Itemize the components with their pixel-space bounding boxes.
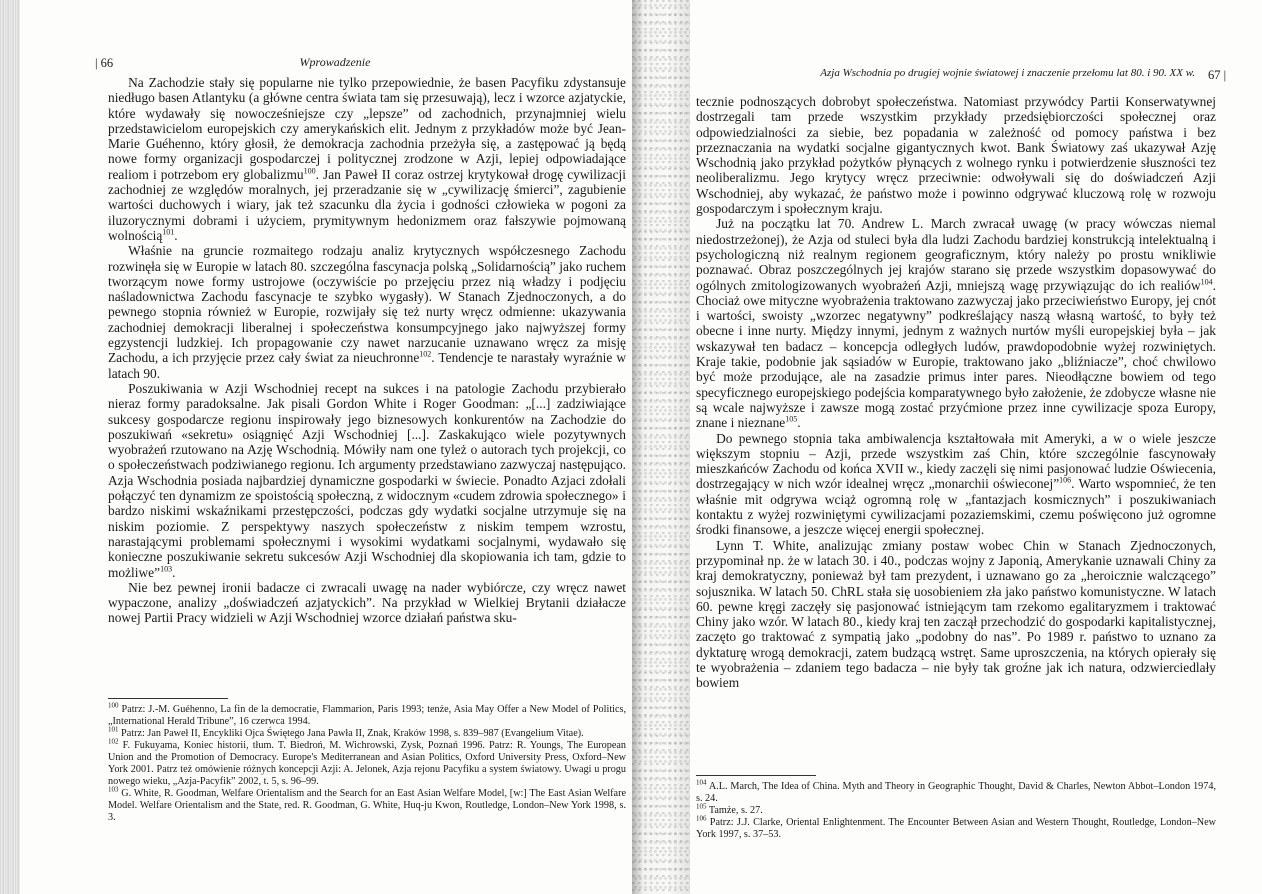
right-page xyxy=(640,0,1262,894)
paragraph: Na Zachodzie stały się popularne nie tylko przepowiednie, że basen Pacyfiku zdystansuje niedługo basen Atlantyku (a główne centra świata tam się przesuwają), lecz i wzorce azjatyckie, które wydawały się nowocześniejsze czy „lepsze” od zachodnich, przynajmniej wielu przedstawicielom europejskich czy amerykańskich elit. Jednym z przykładów może być Jean-Marie Guéhenno, który głosił, że demokracja zachodnia przeżyła się, a zastępować ją będą nowe formy organizacji gospodarczej i politycznej zrodzone w Azji, lepiej odpowiadające realiom i potrzebom ery globalizmu$^{100}$. Jan Paweł II coraz ostrzej krytykował drogę cywilizacji zachodniej ze względów moralnych, jej przeradzanie się w „cywilizację śmierci”, zagubienie wartości duchowych i wiary, jak też szacunku dla życia i godności człowieka w pogoni za iluzorycznymi dobrami i użyciem, prymitywnym hedonizmem oraz fałszywie pojmowaną wolnością$^{101}$. xyxy=(108,75,626,243)
footnote: $^{106}$ Patrz: J.J. Clarke, Oriental Enlightenment. The Encounter Between Asian and Western Thought, Routledge, London–New York 1997, s. 37–53. xyxy=(696,815,1217,841)
footnote: $^{102}$ F. Fukuyama, Koniec historii, tłum. T. Biedroń, M. Wichrowski, Zysk, Poznań 1996. Patrz: R. Youngs, The European Union and the Promotion of Democracy. Europe's Mediterranean and Asian Politics, Oxford University Press, Oxford–New York 2001. Patrz też omówienie różnych koncepcji Azji: A. Jelonek, Azja rejonu Pacyfiku a system światowy. Uwagi u progu nowego wieku, „Azja-Pacyfik” 2002, t. 5, s. 96–99. xyxy=(108,738,627,787)
footnotes xyxy=(696,778,1217,841)
running-head: Azja Wschodnia po drugiej wojnie światowej i znaczenie przełomu lat 80. i 90. XX w. xyxy=(820,67,1195,79)
paragraph: Do pewnego stopnia taka ambiwalencja kształtowała mit Ameryki, a w o wiele jeszcze większym stopniu – Azji, przede wszystkim zaś Chin, które szczególnie fascynowały mieszkańców Zachodu od końca XVII w., kiedy zaczęli się nimi pasjonować ludzie Oświecenia, dostrzegający w nich wzór idealnej wręcz „monarchii oświeconej”$^{106}$. Warto wspomnieć, że ten właśnie mit odgrywa wciąż ogromną rolę w „fantazjach kosmicznych” i poszukiwaniach kontaktu z wyżej rozwiniętymi cywilizacjami pozaziemskimi, czemu poświęcono już ogromne środki finansowe, a jeszcze więcej energii społecznej. xyxy=(696,430,1216,538)
footnote-rule xyxy=(696,775,816,776)
page-number: 67 | xyxy=(1208,68,1227,82)
footnote: $^{103}$ G. White, R. Goodman, Welfare Orientalism and the Search for an East Asian Welfare Model, [w:] The East Asian Welfare Model. Welfare Orientalism and the State, red. R. Goodman, G. White, Huq-ju Kwon, Routledge, London–New York 1998, s. 3. xyxy=(108,785,626,823)
running-head: Wprowadzenie xyxy=(299,55,371,69)
paragraph: Właśnie na gruncie rozmaitego rodzaju analiz krytycznych współczesnego Zachodu rozwinęła się w Europie w latach 80. szczególna fascynacja polską „Solidarnością” jako ruchem tworzącym nowe formy ustrojowe (oczywiście po przejęciu przez nią władzy i podjęciu naśladownictwa Zachodu fascynacje te szybko wygasły). W Stanach Zjednoczonych, a do pewnego stopnia również w Europie, rozwijały się też nurty wręcz odmienne: ukazywania zachodniej demokracji liberalnej i społeczeństwa konsumpcyjnego jako najwyższej formy egzystencji ludzkiej. Ich propagowanie czy nawet narzucanie uznawano wręcz za misję Zachodu, a ich przyjęcie przez cały świat za nieuchronne$^{102}$. Tendencje te narastały wyraźnie w latach 90. xyxy=(108,243,627,381)
footnotes xyxy=(108,701,627,824)
paragraph: Nie bez pewnej ironii badacze ci zwracali uwagę na nader wybiórcze, czy wręcz nawet wypaczone, analizy „doświadczeń azjatyckich”. Na przykład w Wielkiej Brytanii działacze nowej Partii Pracy widzieli w Azji Wschodniej wzorce działań państwa sku- xyxy=(108,579,626,626)
book-spine-shadow xyxy=(632,0,690,894)
paragraph: tecznie podnoszących dobrobyt społeczeństwa. Natomiast przywódcy Partii Konserwatywnej dostrzegali tam przede wszystkim przykłady przedsiębiorczości społecznej oraz odpowiedzialności za siebie, bez popadania w zależność od pomocy państwa i bez przeznaczania na wydatki socjalne gigantycznych kwot. Bank Światowy zaś ukazywał Azję Wschodnią jako przykład pożytków płynących z wolnego rynku i potwierdzenie słuszności tez neoliberalizmu. Jego krytycy wręcz przeciwnie: odwoływali się do doświadczeń Azji Wschodniej, aby wykazać, że państwo może i powinno odgrywać kluczową rolę w rozwoju gospodarczym i społecznym kraju. xyxy=(696,94,1216,217)
footnote: $^{104}$ A.L. March, The Idea of China. Myth and Theory in Geographic Thought, David & Charles, Newton Abbot–London 1974, s. 24. xyxy=(696,778,1216,804)
paragraph: Już na początku lat 70. Andrew L. March zwracał uwagę (w pracy wówczas niemal niedostrzeżonej), że Azja od stuleci była dla ludzi Zachodu bardziej konstrukcją intelektualną i psychologiczną niż realnym regionem geograficznym, który należy po prostu wnikliwie poznawać. Obraz poszczególnych jej krajów starano się przede wszystkim dopasowywać do ogólnych zmitologizowanych wyobrażeń Azji, mniejszą wagę przywiązując do ich realiów$^{104}$. Chociaż owe mityczne wyobrażenia traktowano zazwyczaj jako przeciwieństwo Europy, jej cnót i wartości, swoisty „wzorzec negatywny” podkreślający naszą własną wartość, to były też obecne i inne nurty. Między innymi, jednym z ważnych nurtów myśli europejskiej była – jak wskazywał ten badacz – koncepcja odległych ludów, prawdopodobnie wyżej rozwiniętych. Kraje takie, podobnie jak sąsiadów w Europie, traktowano jako „bliźniacze”, choć chwilowo być może przodujące, ale na zasadzie primus inter pares. Nieodłączne bowiem od tego specyficznego europejskiego podejścia komparatywnego było założenie, że zdobycze własne nie są wcale najwyższe i zawsze mogą zostać przyćmione przez inne cywilizacje spoza Europy, znane i nieznane$^{105}$. xyxy=(696,216,1216,431)
body-text xyxy=(108,75,626,626)
scan-edge-shadow xyxy=(0,0,20,894)
body-text xyxy=(696,94,1216,691)
footnote: $^{105}$ Tamże, s. 27. xyxy=(696,802,763,817)
paragraph: Lynn T. White, analizując zmiany postaw wobec Chin w Stanach Zjednoczonych, przypominał np. że w latach 30. i 40., podczas wojny z Japonią, Amerykanie uznawali Chiny za kraj demokratyczny, ponieważ był tam prezydent, i uznawano go za „heroicznie walczącego” sojusznika. W latach 50. ChRL stała się uosobieniem zła jako państwo komunistyczne. W latach 60. pewne kręgi zaczęły się pasjonować istniejącym tam rzekomo egalitaryzmem i traktować Chiny jako wzór. W latach 80., kiedy kraj ten zaczął przechodzić do gospodarki kapitalistycznej, zaczęto go traktować z sympatią jako „podobny do nas”. Po 1989 r. państwo to uznano za dyktaturę wrogą demokracji, zatem budzącą wstręt. Same uproszczenia, na których opierały się te wyobrażenia – zdaniem tego badacza – nie były tak groźne jak ich natura, odzwierciedlały bowiem xyxy=(696,537,1216,691)
footnote: $^{101}$ Patrz: Jan Paweł II, Encykliki Ojca Świętego Jana Pawła II, Znak, Kraków 1998, s. 839–987 (Evangelium Vitae). xyxy=(108,725,584,740)
page-number: | 66 xyxy=(95,56,114,70)
footnote: $^{100}$ Patrz: J.-M. Guéhenno, La fin de la democratie, Flammarion, Paris 1993; tenże, Asia May Offer a New Model of Politics, „International Herald Tribune”, 16 czerwca 1994. xyxy=(108,701,627,727)
footnote-rule xyxy=(108,698,228,699)
paragraph: Poszukiwania w Azji Wschodniej recept na sukces i na patologie Zachodu przybierało nieraz formy paradoksalne. Jak pisali Gordon White i Roger Goodman: „[...] zadziwiające sukcesy gospodarcze regionu inspirowały jego biznesowych konkurentów na Zachodzie do poszukiwań «sekretu» osiągnięć Azji Wschodniej [...]. Zaskakująco wiele pozytywnych wyobrażeń rzutowano na Azję Wschodnią. Mówiły nam one tyleż o autorach tych projekcji, co o społeczeństwach podziwianego regionu. Ich argumenty przedstawiano zazwyczaj następująco. Azja Wschodnia posiada najbardziej dynamiczne gospodarki w świecie. Ponadto Azjaci zdołali połączyć ten dynamizm ze spoistością społeczną, z widocznym «cudem zdrowia społecznego» i bardzo niskimi wskaźnikami przestępczości, podczas gdy wydatki socjalne utrzymuje się na niskim poziomie. Z perspektywy naszych społeczeństw z niskim tempem wzrostu, narastającymi problemami społecznymi i wysokimi wydatkami socjalnymi, wydawało się konieczne poszukiwanie sekretu sukcesów Azji Wschodniej dla skopiowania ich tam, gdzie to możliwe”$^{103}$. xyxy=(108,380,626,580)
